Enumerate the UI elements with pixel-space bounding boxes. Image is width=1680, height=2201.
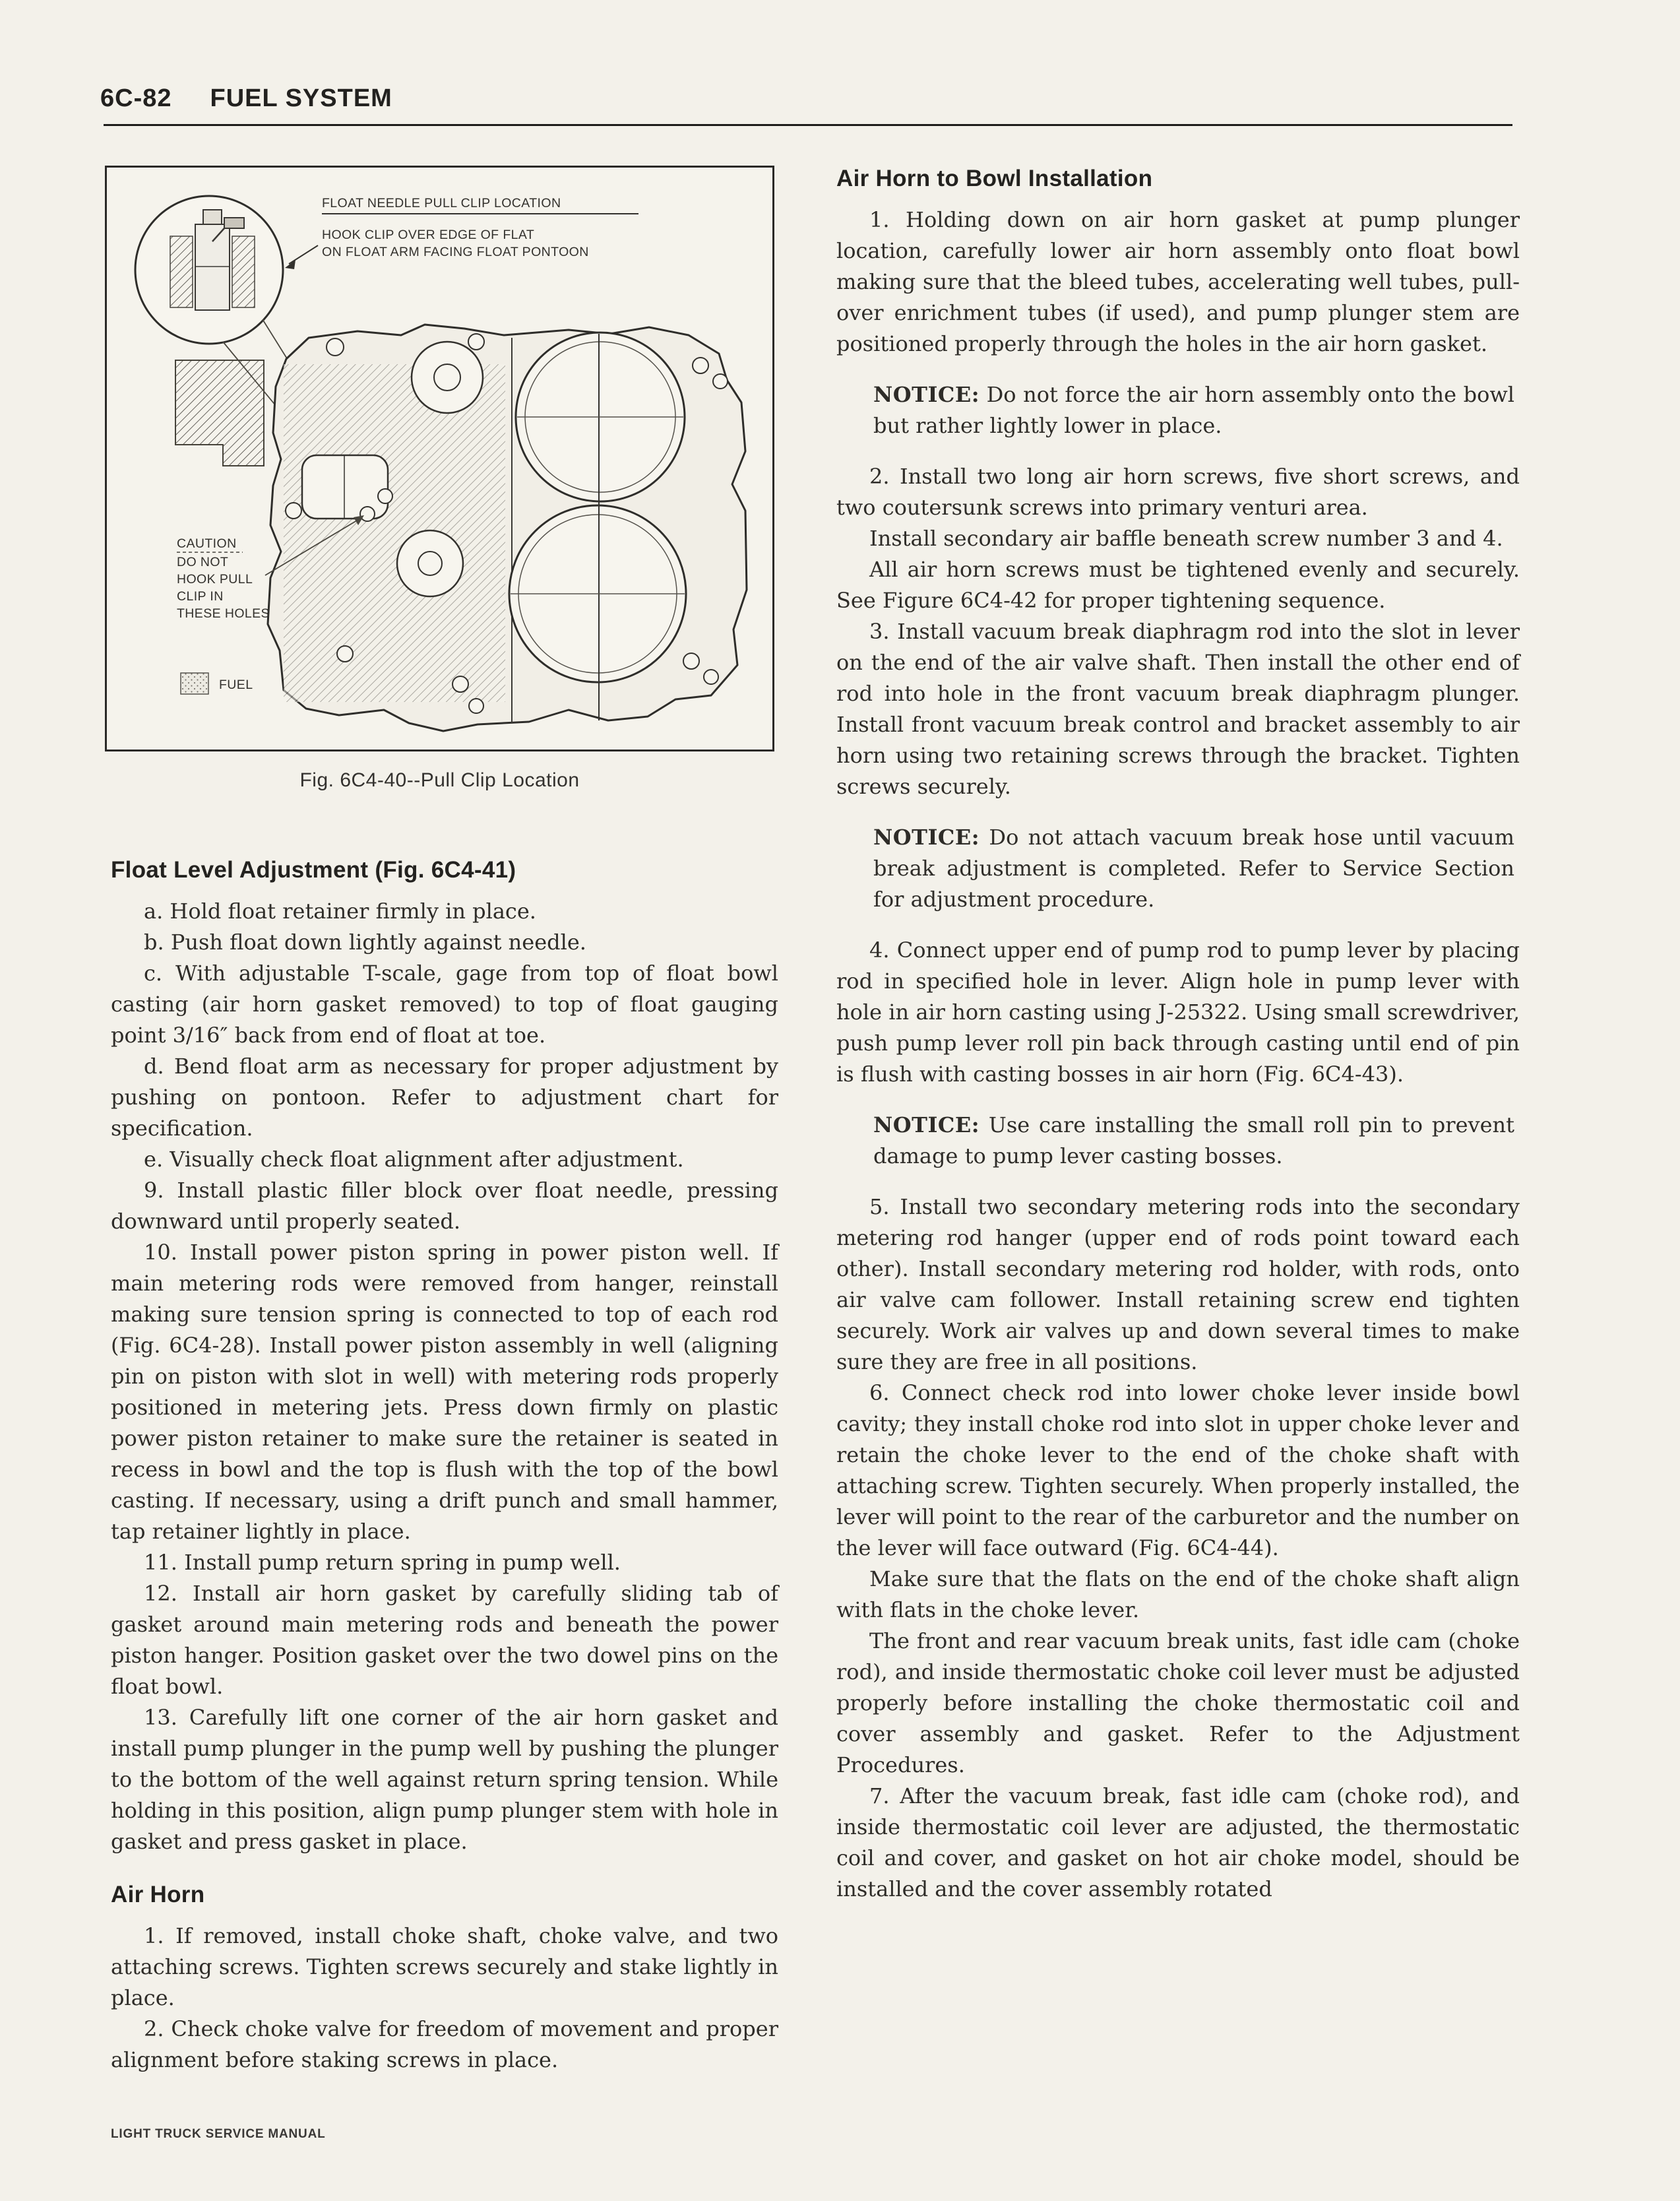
figure-label-hook-2: ON FLOAT ARM FACING FLOAT PONTOON xyxy=(322,245,589,259)
header-rule xyxy=(104,124,1512,126)
figure-caption: Fig. 6C4-40--Pull Clip Location xyxy=(299,769,580,791)
screw-hole xyxy=(327,338,344,356)
step-12: 12. Install air horn gasket by carefully sliding tab of gasket around main metering rods and beneath the power piston hanger. Position gasket over the two dowel pins on the float bowl. xyxy=(111,1581,778,1699)
pull-clip xyxy=(224,218,244,228)
primary-venturi-bottom xyxy=(397,530,463,596)
left-column xyxy=(111,855,778,2076)
primary-venturi-top xyxy=(412,342,483,413)
notice-label: NOTICE: xyxy=(873,1112,980,1137)
step-e: e. Visually check float alignment after adjustment. xyxy=(144,1147,684,1172)
install-step-5: 5. Install two secondary metering rods into the secondary metering rod hanger (upper end of rods point toward each other). Install secondary metering rod holder, with rods, onto air valve cam follower. Install retaining screw end tighten securely. Work air valves up and down several times to make sure they are free in all positions. xyxy=(836,1194,1520,1374)
install-step-1: 1. Holding down on air horn gasket at pump plunger location, carefully lower air horn assembly onto float bowl making sure that the bleed tubes, accelerating well tubes, pull-over enrichment tubes (if used), and pump plunger stem are positioned properly through the holes in the air horn gasket. xyxy=(836,207,1520,356)
seat-section-right xyxy=(232,236,255,307)
screw-hole xyxy=(337,646,353,662)
figure-6c4-40 xyxy=(105,166,774,751)
step-13: 13. Carefully lift one corner of the air horn gasket and install pump plunger in the pump well by pushing the plunger to the bottom of the well against return spring tension. While holding in this position, align pump plunger stem with hole in gasket and press gasket in place. xyxy=(111,1705,778,1854)
step-a: a. Hold float retainer firmly in place. xyxy=(144,899,536,924)
section-title: FUEL SYSTEM xyxy=(210,84,392,112)
screw-hole xyxy=(468,334,484,350)
step-9: 9. Install plastic filler block over float needle, pressing downward until properly seated. xyxy=(111,1178,778,1234)
leader-arrowhead xyxy=(285,260,296,269)
air-horn-step-2: 2. Check choke valve for freedom of movement and proper alignment before staking screws in place. xyxy=(111,2016,778,2072)
install-baffle-para: Install secondary air baffle beneath screw number 3 and 4. xyxy=(869,526,1503,551)
notice-block xyxy=(873,379,1514,441)
notice-label: NOTICE: xyxy=(873,825,980,850)
screw-hole xyxy=(469,699,483,713)
caution-label-4: CLIP IN xyxy=(177,589,224,604)
seat-section-left xyxy=(170,236,193,307)
install-step-4: 4. Connect upper end of pump rod to pump lever by placing rod in specified hole in lever. Align hole in pump lever with hole in air horn casting using J-25322. Using small screwdriver, push pump lever roll pin back through casting until end of pin is flush with casting bosses in air horn (Fig. 6C4-43). xyxy=(836,938,1520,1087)
footer-text: LIGHT TRUCK SERVICE MANUAL xyxy=(111,2127,326,2141)
float-pontoon xyxy=(302,455,388,519)
air-horn-heading: Air Horn xyxy=(111,1882,205,1907)
air-horn-to-bowl-heading: Air Horn to Bowl Installation xyxy=(836,166,1153,191)
caution-hole-1 xyxy=(360,507,375,521)
page-header xyxy=(100,84,392,113)
screw-hole xyxy=(683,653,699,669)
notice-text: Use care installing the small roll pin to prevent damage to pump lever casting bosses. xyxy=(873,1112,1515,1168)
carburetor-diagram xyxy=(107,168,772,750)
fuel-label: FUEL xyxy=(219,678,253,692)
caution-label-3: HOOK PULL xyxy=(177,572,253,587)
adjustment-para: The front and rear vacuum break units, fast idle cam (choke rod), and inside thermostatic choke coil lever must be adjusted properly before installing the choke thermostatic coil and cover assembly and gasket. Refer to the Adjustment Procedures. xyxy=(836,1628,1520,1777)
air-horn-step-1: 1. If removed, install choke shaft, choke valve, and two attaching screws. Tighten screws securely and stake lightly in place. xyxy=(111,1923,779,2010)
gasket-hatching xyxy=(284,364,505,702)
step-11: 11. Install pump return spring in pump well. xyxy=(144,1550,621,1575)
notice-block xyxy=(873,822,1514,915)
screw-hole xyxy=(704,670,718,684)
float-level-adjustment-heading: Float Level Adjustment (Fig. 6C4-41) xyxy=(111,857,516,883)
step-d: d. Bend float arm as necessary for proper adjustment by pushing on pontoon. Refer to adjustment chart for specification. xyxy=(111,1054,778,1141)
install-step-2: 2. Install two long air horn screws, five short screws, and two coutersunk screws into primary venturi area. xyxy=(836,464,1520,520)
figure-label-title: FLOAT NEEDLE PULL CLIP LOCATION xyxy=(322,196,561,210)
screw-hole xyxy=(286,503,301,519)
tighten-screws-para: All air horn screws must be tightened evenly and securely. See Figure 6C4-42 for proper tightening sequence. xyxy=(836,557,1520,613)
caution-label-5: THESE HOLES xyxy=(177,606,270,621)
install-step-7: 7. After the vacuum break, fast idle cam (choke rod), and inside thermostatic coil lever are adjusted, the thermostatic coil and cover, and gasket on hot air choke model, should be installed and the cover assembly rotated xyxy=(836,1783,1520,1901)
right-column xyxy=(836,164,1520,1905)
notice-block xyxy=(873,1110,1514,1172)
caution-label-2: DO NOT xyxy=(177,555,229,569)
caution-hole-2 xyxy=(378,489,392,503)
step-10: 10. Install power piston spring in power piston well. If main metering rods were removed from hanger, reinstall making sure tension spring is connected to top of each rod (Fig. 6C4-28). Install power piston assembly in well (aligning pin on piston with slot in well) with metering rods properly positioned in metering jets. Press down firmly on plastic power piston retainer to make sure the retainer is seated in recess in bowl and the top is flush with the top of the bowl casting. If necessary, using a drift punch and small hammer, tap retainer lightly in place. xyxy=(111,1240,778,1544)
notice-label: NOTICE: xyxy=(873,382,980,407)
step-c: c. With adjustable T-scale, gage from top of float bowl casting (air horn gasket removed) to top of float gauging point 3/16″ back from end of float at toe. xyxy=(111,961,778,1048)
notice-text: Do not force the air horn assembly onto the bowl but rather lightly lower in place. xyxy=(873,382,1515,438)
choke-flats-para: Make sure that the flats on the end of the choke shaft align with flats in the choke lever. xyxy=(836,1566,1520,1622)
screw-hole xyxy=(713,374,728,389)
screw-hole xyxy=(693,358,708,373)
caution-label-1: CAUTION xyxy=(177,536,237,551)
screw-hole xyxy=(452,676,468,692)
needle-top xyxy=(203,210,222,224)
step-b: b. Push float down lightly against needle. xyxy=(144,930,586,955)
install-step-3: 3. Install vacuum break diaphragm rod into the slot in lever on the end of the air valve shaft. Then install the other end of rod into hole in the front vacuum break diaphragm plunger. Install front vacuum break control and bracket assembly to air horn using two retaining screws through the bracket. Tighten screws securely. xyxy=(836,619,1520,799)
install-step-6: 6. Connect check rod into lower choke lever inside bowl cavity; they install choke rod into slot in upper choke lever and retain the choke lever to the end of the choke shaft with attaching screw. Tighten securely. When properly installed, the lever will point to the rear of the carburetor and the number on the lever will face outward (Fig. 6C4-44). xyxy=(836,1380,1520,1560)
page-number: 6C-82 xyxy=(100,84,172,112)
figure-label-hook-1: HOOK CLIP OVER EDGE OF FLAT xyxy=(322,228,535,242)
notice-text: Do not attach vacuum break hose until vacuum break adjustment is completed. Refer to Service Section for adjustment procedure. xyxy=(873,825,1515,912)
float-needle xyxy=(195,224,230,310)
label-leader-line xyxy=(289,245,318,264)
fuel-swatch xyxy=(181,673,208,694)
